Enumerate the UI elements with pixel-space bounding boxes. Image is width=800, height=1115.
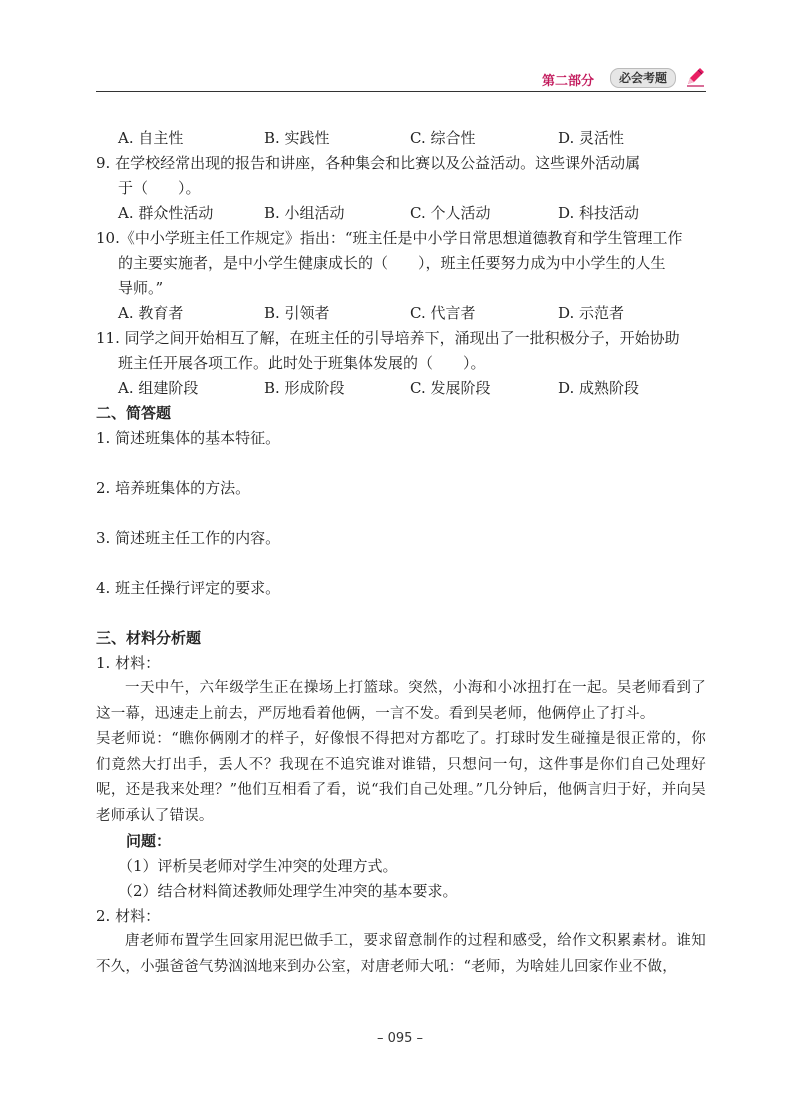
short-answer-item: 1. 简述班集体的基本特征。	[96, 429, 281, 447]
q8-options	[96, 126, 706, 151]
option: D. 成熟阶段	[558, 379, 640, 397]
material-2-label: 2. 材料：	[96, 907, 161, 925]
material-1-label: 1. 材料：	[96, 654, 161, 672]
option: B. 实践性	[264, 129, 330, 147]
option: C. 发展阶段	[410, 379, 491, 397]
question-10-cont: 的主要实施者，是中小学生健康成长的（ ），班主任要努力成为中小学生的人生	[118, 254, 666, 272]
material-1-paragraph-cont: 吴老师说：“瞧你俩刚才的样子，好像恨不得把对方都吃了。打球时发生碰撞是很正常的，你们竟然大打出手，丢人不？我现在不追究谁对谁错，只想问一句，这件事是你们自己处理好呢，还是我来处理？”他们互相看了看，说“我们自己处理。”几分钟后，他俩言归于好，并向吴老师承认了错误。	[96, 731, 706, 824]
option: C. 代言者	[410, 304, 476, 322]
section-title-analysis: 三、材料分析题	[96, 629, 202, 647]
option: B. 小组活动	[264, 204, 345, 222]
header-rule	[96, 91, 706, 93]
question-9: 9. 在学校经常出现的报告和讲座，各种集会和比赛以及公益活动。这些课外活动属	[96, 154, 641, 172]
short-answer-item: 2. 培养班集体的方法。	[96, 479, 251, 497]
option: A. 组建阶段	[118, 379, 199, 397]
page-header	[96, 66, 706, 92]
page-number: – 095 –	[376, 1031, 424, 1046]
question-11-cont: 班主任开展各项工作。此时处于班集体发展的（ ）。	[118, 354, 486, 372]
option: D. 灵活性	[558, 129, 625, 147]
option: A. 群众性活动	[118, 204, 214, 222]
short-answer-item: 4. 班主任操行评定的要求。	[96, 579, 281, 597]
q10-options	[96, 301, 706, 326]
short-answer-item: 3. 简述班主任工作的内容。	[96, 529, 281, 547]
q11-options	[96, 376, 706, 401]
question-10: 10.《中小学班主任工作规定》指出：“班主任是中小学日常思想道德教育和学生管理工作	[96, 229, 683, 247]
question-9-cont: 于（ ）。	[118, 179, 201, 197]
question-11: 11. 同学之间开始相互了解，在班主任的引导培养下，涌现出了一批积极分子，开始协助	[96, 329, 680, 347]
question-label: 问题：	[126, 832, 172, 850]
section-title-short-answer: 二、简答题	[96, 404, 172, 422]
option: B. 引领者	[264, 304, 330, 322]
q9-options	[96, 201, 706, 226]
option: C. 综合性	[410, 129, 476, 147]
option: D. 示范者	[558, 304, 625, 322]
option: A. 教育者	[118, 304, 184, 322]
option: D. 科技活动	[558, 204, 640, 222]
page-content	[96, 126, 706, 980]
material-2-paragraph: 唐老师布置学生回家用泥巴做手工，要求留意制作的过程和感受，给作文积累素材。谁知不久，小强爸爸气势汹汹地来到办公室，对唐老师大吼：“老师，为啥娃儿回家作业不做，	[96, 933, 706, 975]
material-1-paragraph: 一天中午，六年级学生正在操场上打篮球。突然，小海和小冰扭打在一起。吴老师看到了这一幕，迅速走上前去，严厉地看着他俩，一言不发。看到吴老师，他俩停止了打斗。	[96, 680, 706, 722]
analysis-question: （2）结合材料简述教师处理学生冲突的基本要求。	[118, 882, 458, 900]
section-badge: 必会考题	[610, 68, 676, 88]
part-label: 第二部分	[541, 74, 594, 89]
option: A. 自主性	[118, 129, 184, 147]
question-10-cont: 导师。”	[118, 279, 164, 297]
option: C. 个人活动	[410, 204, 491, 222]
option: B. 形成阶段	[264, 379, 345, 397]
pencil-icon	[684, 66, 706, 88]
analysis-question: （1）评析吴老师对学生冲突的处理方式。	[118, 857, 398, 875]
